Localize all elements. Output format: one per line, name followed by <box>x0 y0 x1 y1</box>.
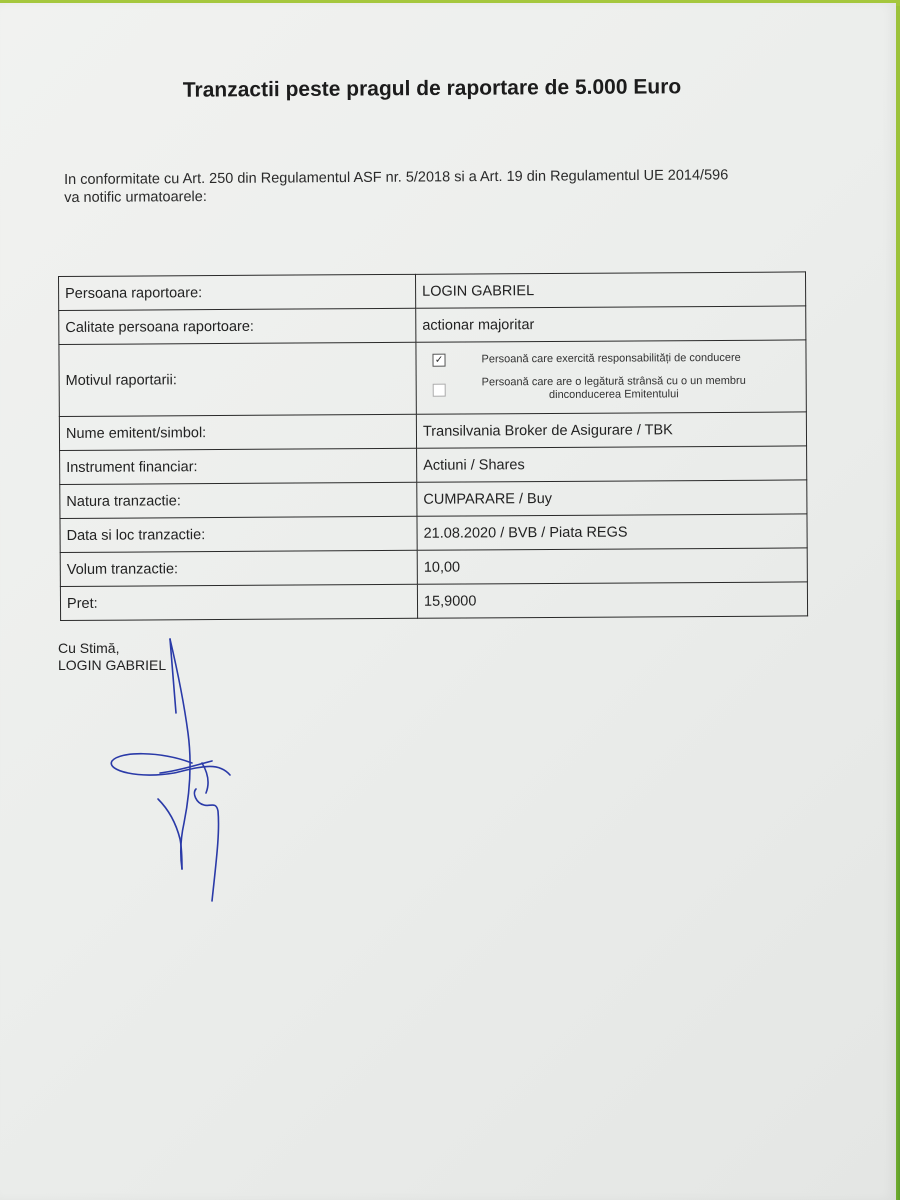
row-value-natura: CUMPARARE / Buy <box>417 480 807 516</box>
table-row <box>59 412 806 451</box>
table-row <box>60 480 807 519</box>
row-label-persoana: Persoana raportoare: <box>59 274 416 310</box>
table-row <box>59 272 806 311</box>
row-value-calitate: actionar majoritar <box>416 306 806 342</box>
document-page <box>0 3 896 1200</box>
motiv-option-2-line-1: Persoană care are o legătură strânsă cu o un membru <box>481 374 746 389</box>
table-row <box>60 582 807 621</box>
checkbox-checked[interactable]: ✓ <box>432 354 445 367</box>
report-table <box>58 271 808 621</box>
intro-line-2: va notific urmatoarele: <box>64 189 207 206</box>
row-label-data: Data si loc tranzactie: <box>60 516 417 552</box>
checkbox-unchecked[interactable] <box>433 383 446 396</box>
table-row <box>60 514 807 553</box>
row-value-instrument: Actiuni / Shares <box>417 446 807 482</box>
intro-paragraph <box>64 166 824 207</box>
row-label-pret: Pret: <box>60 584 417 620</box>
row-label-instrument: Instrument financiar: <box>60 448 417 484</box>
row-label-motiv: Motivul raportarii: <box>59 342 416 416</box>
table-row <box>60 548 807 587</box>
row-label-emitent: Nume emitent/simbol: <box>59 414 416 450</box>
intro-line-1: In conformitate cu Art. 250 din Regulamentul ASF nr. 5/2018 si a Art. 19 din Regulamentul UE 2014/596 <box>64 167 729 188</box>
motiv-option-1-label: Persoană care exercită responsabilități de conducere <box>481 351 741 366</box>
motiv-option-2-line-2: dinconducerea Emitentului <box>548 388 679 402</box>
row-label-natura: Natura tranzactie: <box>60 482 417 518</box>
row-value-emitent: Transilvania Broker de Asigurare / TBK <box>416 412 806 448</box>
table-row <box>60 446 807 485</box>
table-row <box>59 340 806 417</box>
closing-name: LOGIN GABRIEL <box>58 657 167 673</box>
motiv-option-2-label <box>482 375 746 403</box>
table-row <box>59 306 806 345</box>
row-value-pret: 15,9000 <box>417 582 807 618</box>
closing-salutation: Cu Stimă, <box>58 640 120 656</box>
row-value-volum: 10,00 <box>417 548 807 584</box>
handwritten-signature <box>100 633 250 913</box>
row-label-volum: Volum tranzactie: <box>60 550 417 586</box>
row-value-persoana: LOGIN GABRIEL <box>415 272 805 308</box>
row-value-motiv-options <box>416 340 806 414</box>
document-title: Tranzactii peste pragul de raportare de 5.000 Euro <box>182 75 682 102</box>
row-value-data: 21.08.2020 / BVB / Piata REGS <box>417 514 807 550</box>
motiv-option-2 <box>423 374 800 402</box>
row-label-calitate: Calitate persoana raportoare: <box>59 308 416 344</box>
motiv-option-1 <box>422 351 799 366</box>
report-table-wrapper <box>58 271 808 621</box>
